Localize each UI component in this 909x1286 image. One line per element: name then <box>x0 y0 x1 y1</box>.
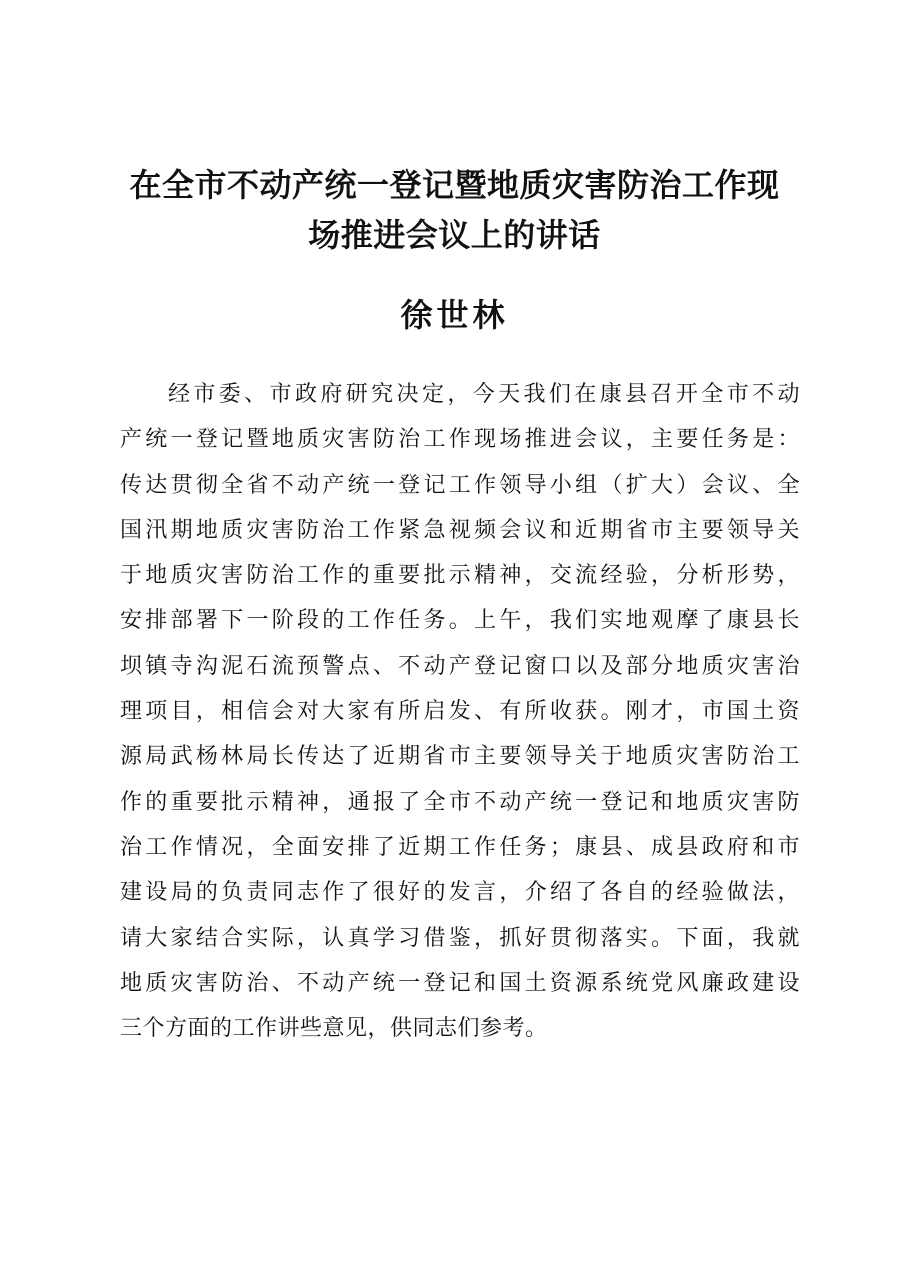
document-title <box>110 160 799 260</box>
paragraph-line: 国汛期地质灾害防治工作紧急视频会议和近期省市主要领导关 <box>120 517 800 543</box>
body-paragraph <box>120 372 800 1051</box>
paragraph-line: 治工作情况，全面安排了近期工作任务；康县、成县政府和市 <box>120 834 800 860</box>
paragraph-line: 产统一登记暨地质灾害防治工作现场推进会议，主要任务是： <box>120 427 800 453</box>
author-name: 徐世林 <box>400 296 509 334</box>
title-line: 场推进会议上的讲话 <box>308 216 601 254</box>
paragraph-line: 经市委、市政府研究决定，今天我们在康县召开全市不动 <box>168 382 800 407</box>
paragraph-line: 坝镇寺沟泥石流预警点、不动产登记窗口以及部分地质灾害治 <box>120 653 800 679</box>
paragraph-line: 地质灾害防治、不动产统一登记和国土资源系统党风廉政建设 <box>120 970 800 996</box>
paragraph-line: 三个方面的工作讲些意见，供同志们参考。 <box>120 1016 548 1042</box>
paragraph-line: 传达贯彻全省不动产统一登记工作领导小组（扩大）会议、全 <box>120 472 800 498</box>
paragraph-line: 源局武杨林局长传达了近期省市主要领导关于地质灾害防治工 <box>120 744 800 770</box>
paragraph-line: 作的重要批示精神，通报了全市不动产统一登记和地质灾害防 <box>120 789 800 815</box>
paragraph-line: 建设局的负责同志作了很好的发言，介绍了各自的经验做法， <box>120 880 800 906</box>
paragraph-line: 安排部署下一阶段的工作任务。上午，我们实地观摩了康县长 <box>120 608 800 634</box>
paragraph-line: 请大家结合实际，认真学习借鉴，抓好贯彻落实。下面，我就 <box>120 925 800 951</box>
paragraph-line: 于地质灾害防治工作的重要批示精神，交流经验，分析形势， <box>120 563 800 589</box>
title-line: 在全市不动产统一登记暨地质灾害防治工作现 <box>129 166 780 204</box>
paragraph-line: 理项目，相信会对大家有所启发、有所收获。刚才，市国土资 <box>120 699 800 725</box>
